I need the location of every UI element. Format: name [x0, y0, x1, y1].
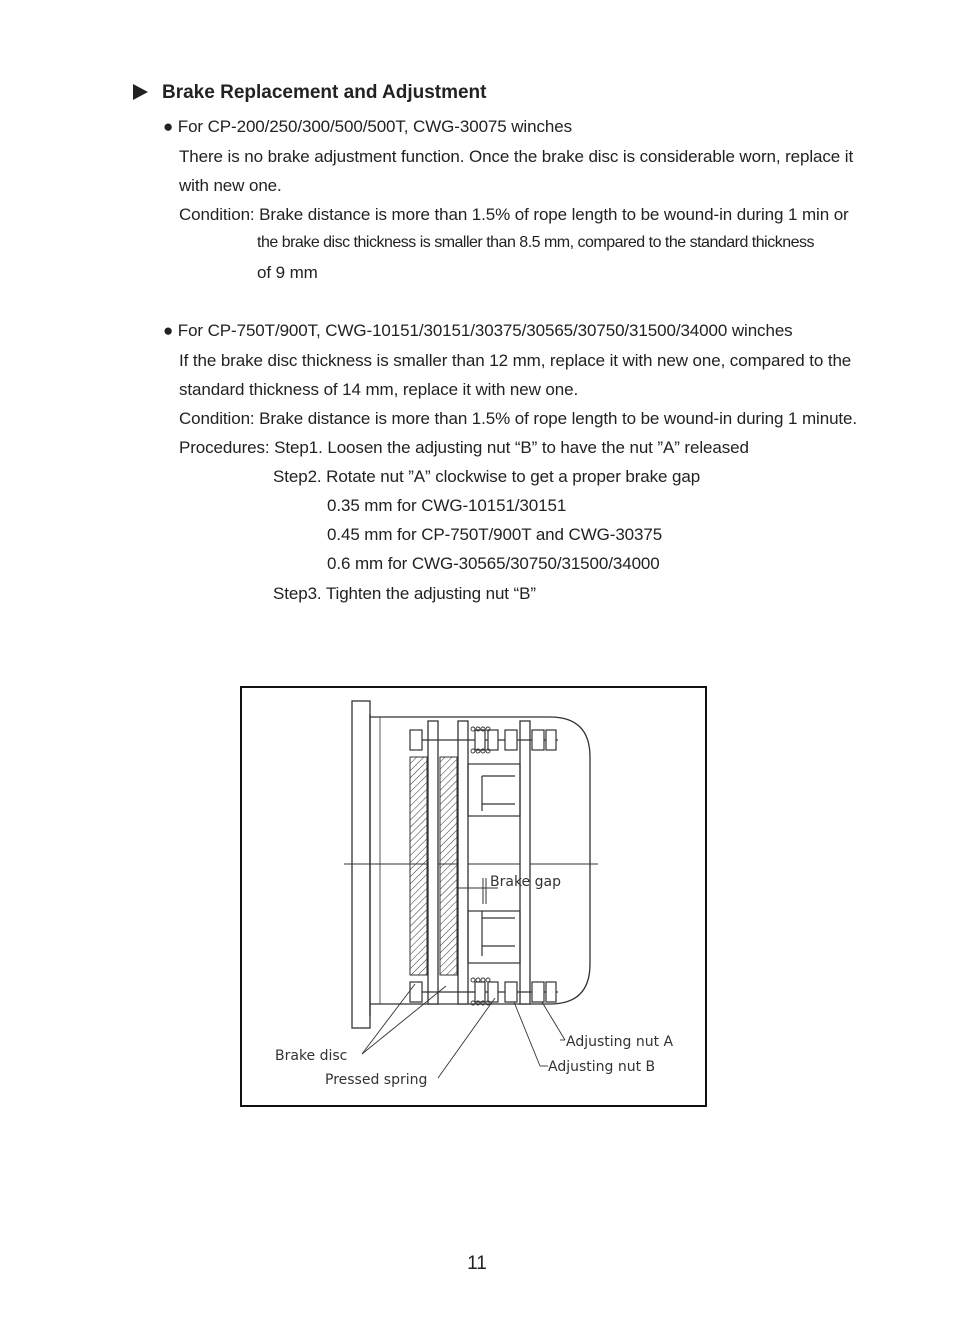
adjusting-nut-b-label: Adjusting nut B — [548, 1059, 656, 1075]
gap-spec-2: 0.45 mm for CP-750T/900T and CWG-30375 — [327, 525, 663, 544]
procedure-step1: Procedures: Step1. Loosen the adjusting nut “B” to have the nut ”A” released — [179, 438, 749, 457]
group1-heading: ● For CP-200/250/300/500/500T, CWG-30075 winches — [163, 117, 572, 136]
group1-condition-line3: of 9 mm — [257, 263, 318, 282]
brake-disc-2 — [440, 757, 457, 975]
right-triangle-icon — [133, 84, 148, 100]
section-title — [133, 82, 487, 104]
group1-condition-line2: the brake disc thickness is smaller than 8.5 mm, compared to the standard thickness — [257, 234, 814, 251]
group1-desc-line2: with new one. — [179, 176, 282, 195]
group1-condition-line1: Condition: Brake distance is more than 1.5% of rope length to be wound-in during 1 min or — [179, 205, 849, 224]
group2-condition: Condition: Brake distance is more than 1.5% of rope length to be wound-in during 1 minute. — [179, 409, 858, 428]
group2-heading: ● For CP-750T/900T, CWG-10151/30151/30375/30565/30750/31500/34000 winches — [163, 321, 793, 340]
group2-desc-line1: If the brake disc thickness is smaller than 12 mm, replace it with new one, compared to the — [179, 351, 852, 370]
brake-disc-1 — [410, 757, 427, 975]
adjusting-nut-a-label: Adjusting nut A — [566, 1034, 674, 1050]
brake-diagram — [240, 686, 707, 1107]
gap-spec-3: 0.6 mm for CWG-30565/30750/31500/34000 — [327, 554, 660, 573]
page-number: 11 — [467, 1253, 487, 1274]
procedure-step3: Step3. Tighten the adjusting nut “B” — [273, 584, 536, 603]
brake-disc-label: Brake disc — [275, 1048, 348, 1064]
pressed-spring-label: Pressed spring — [325, 1072, 428, 1088]
brake-gap-label: Brake gap — [490, 874, 561, 890]
group2-desc-line2: standard thickness of 14 mm, replace it with new one. — [179, 380, 579, 399]
section-title-text: Brake Replacement and Adjustment — [162, 82, 487, 103]
group1-desc-line1: There is no brake adjustment function. Once the brake disc is considerable worn, replace it — [179, 147, 854, 166]
gap-spec-1: 0.35 mm for CWG-10151/30151 — [327, 496, 567, 515]
procedure-step2: Step2. Rotate nut ”A” clockwise to get a proper brake gap — [273, 467, 701, 486]
